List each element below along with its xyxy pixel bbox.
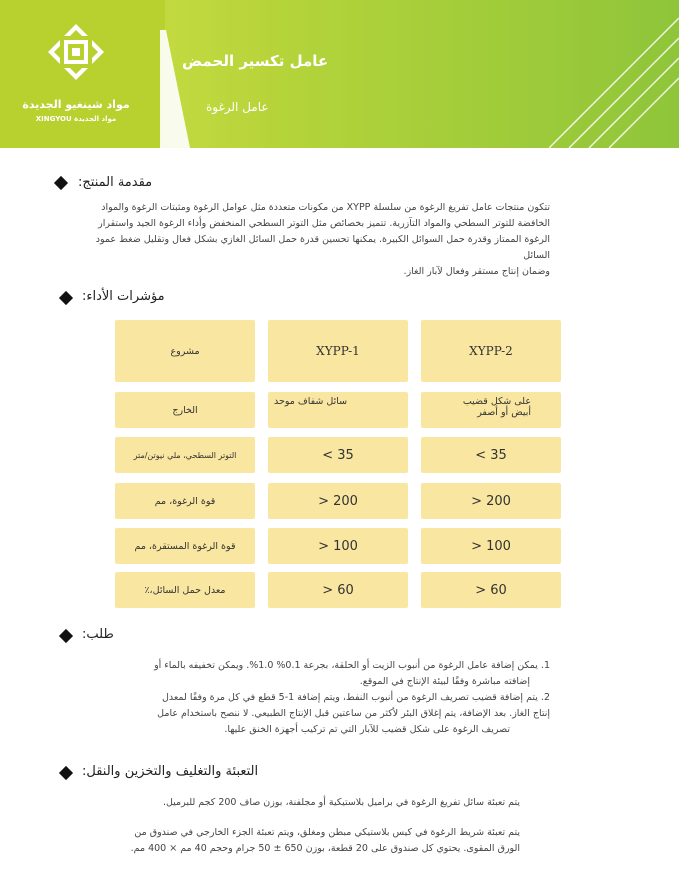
- intro-line: تتكون منتجات عامل تفريغ الرغوة من سلسلة XYPP من مكونات متعددة مثل عوامل الرغوة ومثبتات الرغوة والمواد: [101, 202, 550, 213]
- header-banner: [0, 0, 679, 148]
- packing-line: يتم تعبئة سائل تفريغ الرغوة في براميل بلاستيكية أو مجلفنة، بوزن صاف 200 كجم للبرميل.: [162, 797, 520, 808]
- packing-heading: التعبئة والتغليف والتخزين والنقل:: [82, 764, 259, 779]
- bullet-diamond: [59, 291, 73, 305]
- request-line: إضافته مباشرة وفقًا لبيئة الإنتاج في الموقع.: [359, 676, 530, 687]
- request-heading: طلب:: [82, 627, 114, 642]
- request-line: 1. يمكن إضافة عامل الرغوة من أنبوب الزيت أو الحلقة، بجرعة 0.1% 1.0%. ويمكن تخفيفه بالماء أو: [154, 660, 550, 671]
- table-row-label: قوة الرغوة، مم: [115, 483, 255, 519]
- bullet-diamond: [59, 629, 73, 643]
- request-line: إنتاج الغاز. بعد الإضافة، يتم إغلاق البئر لأكثر من ساعتين قبل الإنتاج الطبيعي. لا ننصح باستخدام عامل: [157, 708, 550, 719]
- table-row-label: معدل حمل السائل،٪: [115, 572, 255, 608]
- intro-line: وضمان إنتاج مستقر وفعال لآبار الغاز.: [403, 266, 550, 277]
- logo-name-latin: XINGYOU مواد الجديدة: [35, 115, 117, 123]
- table-cell: < 35: [421, 437, 561, 473]
- table-header-project: مشروع: [115, 320, 255, 382]
- packing-text: [80, 795, 520, 857]
- header-divider-shape: [160, 30, 190, 148]
- table-cell: على شكل قضيب أبيض أو أصفر: [421, 392, 561, 428]
- table-cell: سائل شفاف موحد: [268, 392, 408, 428]
- intro-line: الرغوة الممتاز وقدرة حمل السوائل الكبيرة. يمكنها تحسين قدرة حمل السائل الغازي بشكل فعال وتقليل ضغط عمود السائل: [95, 234, 550, 261]
- table-row-label: التوتر السطحي، ملي نيوتن/متر: [115, 437, 255, 473]
- bullet-diamond: [59, 766, 73, 780]
- request-line: 2. يتم إضافة قضيب تصريف الرغوة من أنبوب النفط، ويتم إضافة 1-5 قطع في كل مرة وفقًا لمعدل: [161, 692, 550, 703]
- table-cell: > 200: [421, 483, 561, 519]
- table-row-label: الخارج: [115, 392, 255, 428]
- request-text: [100, 658, 550, 738]
- packing-line: الورق المقوى. يحتوي كل صندوق على 20 قطعة، بوزن 650 ± 50 جرام وحجم 40 مم × 400 مم.: [130, 843, 520, 854]
- product-subtitle: عامل الرغوة: [206, 100, 269, 114]
- table-cell: > 60: [268, 572, 408, 608]
- bullet-diamond: [54, 176, 68, 190]
- request-line: تصريف الرغوة على شكل قضيب للآبار التي تم تركيب أجهزة الخنق عليها.: [224, 724, 510, 735]
- company-logo-icon: [44, 20, 108, 84]
- table-header-xypp2: XYPP-2: [421, 320, 561, 382]
- intro-line: الخافضة للتوتر السطحي والمواد التآزرية. تتميز بخصائص مثل التوتر السطحي المنخفض وأداء الرغوة الجيد واستقرار: [98, 218, 550, 229]
- intro-text: [80, 200, 550, 280]
- logo-name-arabic: مواد شينغيو الجديدة: [22, 98, 130, 111]
- table-cell: < 35: [268, 437, 408, 473]
- table-header-xypp1: XYPP-1: [268, 320, 408, 382]
- table-row-label: قوة الرغوة المستقرة، مم: [115, 528, 255, 564]
- product-title: عامل تكسير الحمض: [182, 52, 329, 70]
- logo-block: [0, 0, 165, 148]
- intro-heading: مقدمة المنتج:: [78, 175, 153, 190]
- packing-line: يتم تعبئة شريط الرغوة في كيس بلاستيكي مبطن ومغلق، ويتم تعبئة الجزء الخارجي في صندوق من: [134, 827, 520, 838]
- decorative-stripes: [549, 0, 679, 148]
- table-cell: > 100: [268, 528, 408, 564]
- performance-heading: مؤشرات الأداء:: [82, 289, 165, 304]
- table-cell: > 200: [268, 483, 408, 519]
- table-cell: > 60: [421, 572, 561, 608]
- table-cell: > 100: [421, 528, 561, 564]
